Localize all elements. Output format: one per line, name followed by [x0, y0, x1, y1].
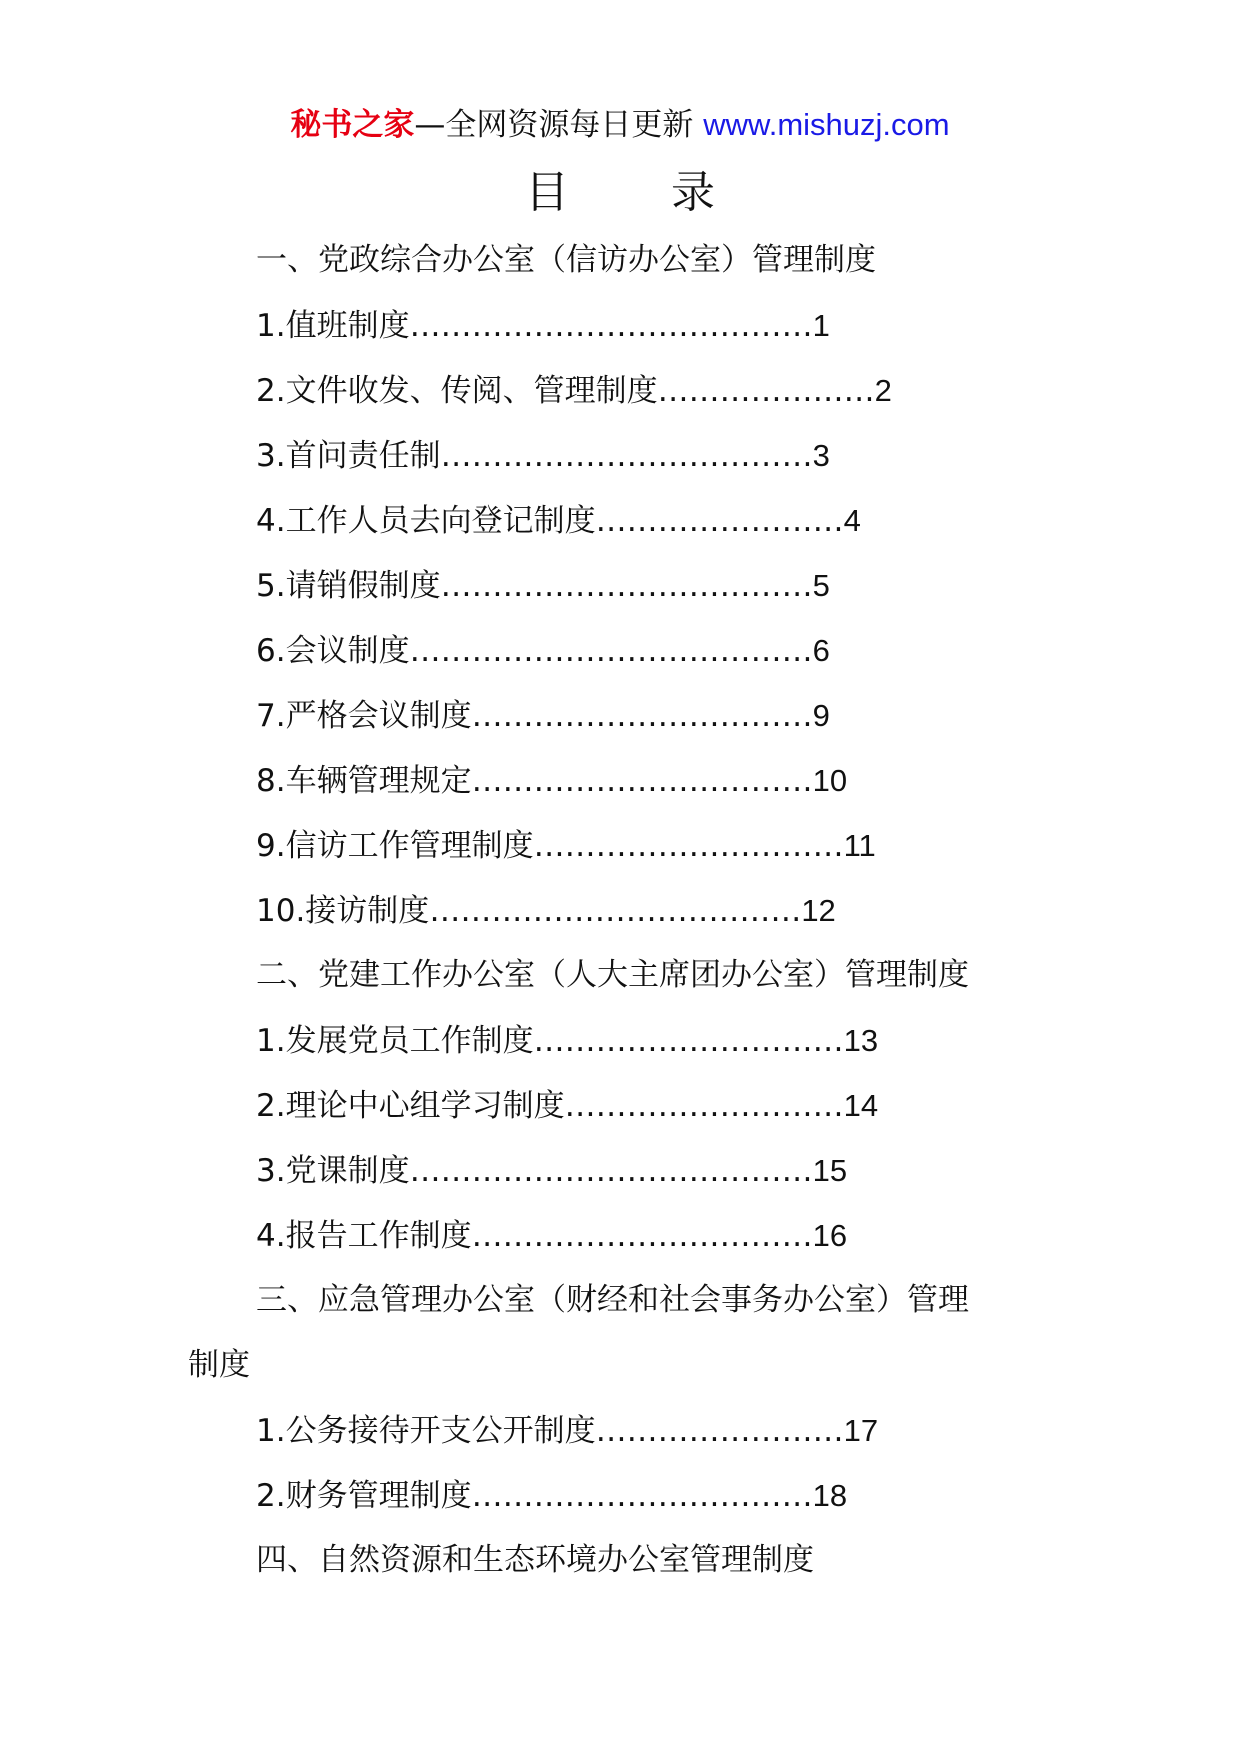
toc-page-number: 18: [812, 1478, 848, 1513]
toc-entry: [188, 358, 1048, 423]
toc-page-number: 6: [812, 633, 830, 668]
toc-page-number: 12: [801, 893, 836, 928]
toc-entry-label: 8.车辆管理规定: [256, 763, 472, 799]
toc-entry-label: 6.会议制度: [256, 633, 410, 669]
toc-page-number: 4: [843, 503, 861, 538]
toc-page-number: 16: [812, 1218, 848, 1253]
toc-dot-leader: ………………………………: [440, 568, 813, 604]
table-of-contents: [188, 228, 1048, 1593]
toc-entry-label: 9.信访工作管理制度: [256, 828, 534, 864]
toc-dot-leader: ………………………: [564, 1088, 844, 1124]
toc-entry: [188, 878, 1048, 943]
toc-entry-label: 2.理论中心组学习制度: [256, 1088, 565, 1124]
toc-entry: [188, 1463, 1048, 1528]
toc-dot-leader: ……………………: [595, 503, 844, 539]
toc-page-number: 13: [843, 1023, 879, 1058]
brand-name: 秘书之家: [290, 107, 415, 143]
toc-entry: [188, 618, 1048, 683]
toc-entry-label: 4.工作人员去向登记制度: [256, 503, 596, 539]
toc-dot-leader: ……………………………: [471, 1218, 813, 1254]
toc-section-text: 制度: [188, 1347, 250, 1383]
toc-entry: [188, 813, 1048, 878]
toc-dot-leader: …………………………………: [409, 633, 813, 669]
toc-page-number: 1: [812, 308, 830, 343]
toc-page-number: 15: [812, 1153, 848, 1188]
toc-entry: [188, 1398, 1048, 1463]
toc-dot-leader: ……………………: [595, 1413, 844, 1449]
toc-dot-leader: …………………………: [533, 828, 844, 864]
toc-entry: [188, 683, 1048, 748]
page-header: [0, 103, 1240, 147]
toc-entry: [188, 1138, 1048, 1203]
toc-section-heading: [188, 1268, 1048, 1333]
toc-entry: [188, 293, 1048, 358]
toc-entry: [188, 1073, 1048, 1138]
toc-entry: [188, 1008, 1048, 1073]
toc-page-number: 9: [812, 698, 830, 733]
toc-dot-leader: ……………………………: [471, 763, 813, 799]
toc-entry: [188, 748, 1048, 813]
toc-dot-leader: …………………………: [533, 1023, 844, 1059]
toc-section-heading: [188, 943, 1048, 1008]
toc-entry-label: 7.严格会议制度: [256, 698, 472, 734]
toc-page-number: 17: [843, 1413, 879, 1448]
toc-entry-label: 4.报告工作制度: [256, 1218, 472, 1254]
toc-dot-leader: ………………………………: [440, 438, 813, 474]
toc-section-heading: [188, 1528, 1048, 1593]
toc-entry-label: 2.文件收发、传阅、管理制度: [256, 373, 658, 409]
toc-entry-label: 1.值班制度: [256, 308, 410, 344]
toc-entry: [188, 1203, 1048, 1268]
toc-entry-label: 1.公务接待开支公开制度: [256, 1413, 596, 1449]
toc-entry-label: 1.发展党员工作制度: [256, 1023, 534, 1059]
toc-section-text: 三、应急管理办公室（财经和社会事务办公室）管理: [256, 1282, 969, 1318]
toc-dot-leader: ……………………………: [471, 1478, 813, 1514]
header-slogan: —全网资源每日更新: [414, 107, 694, 143]
website-link[interactable]: www.mishuzj.com: [703, 107, 950, 142]
toc-section-text: 一、党政综合办公室（信访办公室）管理制度: [256, 242, 876, 278]
toc-entry: [188, 423, 1048, 488]
toc-dot-leader: ………………………………: [429, 893, 802, 929]
toc-entry-label: 5.请销假制度: [256, 568, 441, 604]
toc-page-number: 11: [843, 828, 876, 863]
toc-page-number: 5: [812, 568, 830, 603]
toc-dot-leader: ……………………………: [471, 698, 813, 734]
toc-dot-leader: …………………: [657, 373, 875, 409]
toc-entry-label: 3.首问责任制: [256, 438, 441, 474]
toc-entry-label: 2.财务管理制度: [256, 1478, 472, 1514]
toc-section-heading-continuation: [188, 1333, 1048, 1398]
toc-entry-label: 3.党课制度: [256, 1153, 410, 1189]
toc-section-text: 四、自然资源和生态环境办公室管理制度: [256, 1542, 814, 1578]
toc-page-number: 2: [874, 373, 892, 408]
toc-section-heading: [188, 228, 1048, 293]
toc-entry: [188, 553, 1048, 618]
toc-entry-label: 10.接访制度: [256, 893, 430, 929]
page-title: 目 录: [525, 167, 759, 218]
toc-dot-leader: …………………………………: [409, 308, 813, 344]
toc-dot-leader: …………………………………: [409, 1153, 813, 1189]
toc-page-number: 10: [812, 763, 848, 798]
toc-section-text: 二、党建工作办公室（人大主席团办公室）管理制度: [256, 957, 969, 993]
toc-entry: [188, 488, 1048, 553]
toc-page-number: 3: [812, 438, 830, 473]
toc-page-number: 14: [843, 1088, 879, 1123]
